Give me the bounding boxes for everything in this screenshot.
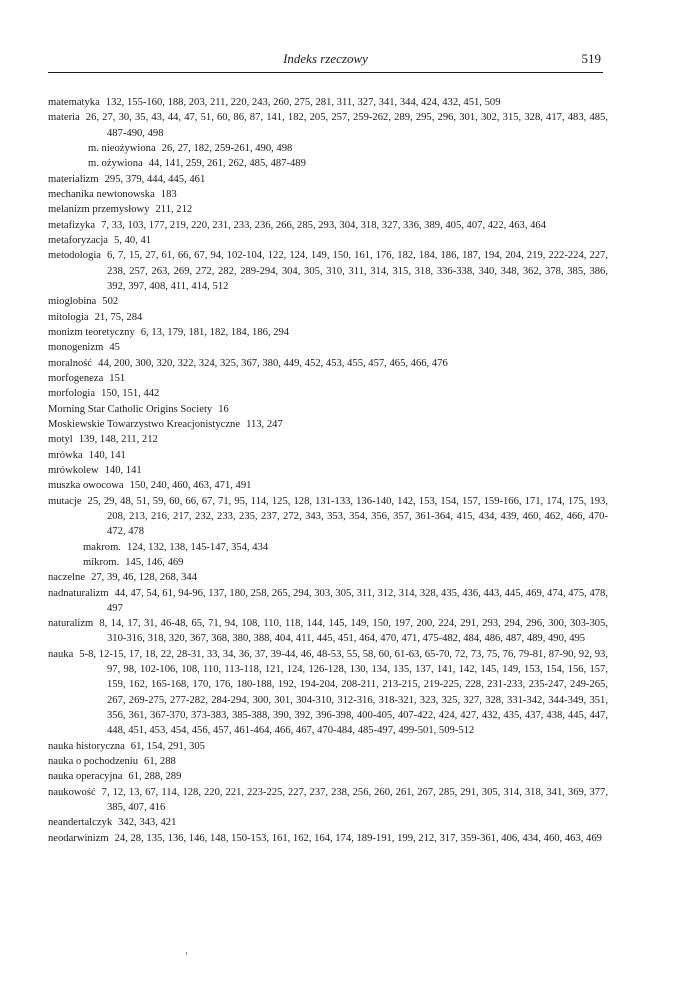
index-entry [48, 769, 608, 784]
index-term: materializm [48, 173, 99, 185]
index-entry [48, 586, 608, 617]
index-entry [48, 448, 608, 463]
index-entry [48, 570, 608, 585]
index-pages: 342, 343, 421 [118, 817, 177, 829]
index-term: melanizm przemysłowy [48, 204, 150, 216]
index-term: mitologia [48, 311, 89, 323]
index-term: morfologia [48, 388, 96, 400]
index-entry [48, 402, 608, 417]
index-pages: 124, 132, 138, 145-147, 354, 434 [126, 541, 269, 553]
index-term: motyl [48, 434, 73, 446]
index-entry [48, 815, 608, 830]
index-entry [48, 478, 608, 493]
index-pages: 6, 13, 179, 181, 182, 184, 186, 294 [140, 326, 290, 338]
index-entry [48, 233, 608, 248]
print-mark [186, 952, 187, 955]
index-pages: 26, 27, 30, 35, 43, 44, 47, 51, 60, 86, 87, 141, 182, 205, 257, 259-262, 289, 295, 296, 301, 302, 315, 328, 417, 483, 485, 487-490, 498 [85, 112, 608, 139]
index-pages: 183 [160, 188, 177, 200]
index-entry [48, 785, 608, 816]
index-term: m. ożywiona [88, 158, 143, 170]
index-entry [48, 202, 608, 217]
index-pages: 8, 14, 17, 31, 46-48, 65, 71, 94, 108, 110, 118, 144, 145, 149, 150, 197, 200, 224, 291, 293, 294, 296, 300, 303-305, 310-316, 318, 320, 367, 368, 380, 388, 404, 411, 445, 451, 464, 470, 471, 475-482, 484, 486, 487, 489, 490, 495 [99, 618, 608, 645]
index-entry [48, 371, 608, 386]
index-pages: 140, 141 [104, 464, 142, 476]
index-pages: 139, 148, 211, 212 [78, 434, 158, 446]
index-pages: 7, 12, 13, 67, 114, 128, 220, 221, 223-225, 227, 237, 238, 256, 260, 261, 267, 285, 291, 305, 314, 318, 341, 369, 377, 385, 407, 416 [101, 786, 608, 814]
index-pages: 44, 141, 259, 261, 262, 485, 487-489 [148, 158, 306, 170]
index-entry [48, 218, 608, 233]
index-pages: 27, 39, 46, 128, 268, 344 [91, 572, 197, 584]
index-pages: 113, 247 [246, 418, 283, 430]
index-term: mrówka [48, 449, 83, 461]
index-term: naturalizm [48, 618, 94, 630]
index-entry [48, 95, 608, 110]
index-pages: 150, 240, 460, 463, 471, 491 [129, 480, 252, 492]
index-entry [48, 248, 608, 294]
index-term: matematyka [48, 97, 100, 108]
index-term: moralność [48, 357, 93, 369]
index-pages: 21, 75, 284 [94, 311, 143, 323]
running-header [48, 48, 603, 73]
index-pages: 6, 7, 15, 27, 61, 66, 67, 94, 102-104, 122, 124, 149, 150, 161, 176, 182, 184, 186, 187, 194, 204, 219, 222-224, 227, 238, 257, 263, 269, 272, 282, 289-294, 304, 305, 310, 311, 314, 315, 318, 336-338, 340, 348, 362, 378, 385, 386, 392, 397, 408, 411, 414, 512 [106, 250, 608, 292]
index-pages: 24, 28, 135, 136, 146, 148, 150-153, 161, 162, 164, 174, 189-191, 199, 212, 317, 359-361, 406, 434, 460, 463, 469 [114, 832, 602, 844]
index-term: metaforyzacja [48, 234, 108, 246]
index-pages: 45 [109, 342, 120, 354]
index-entry [48, 540, 608, 555]
index-term: monizm teoretyczny [48, 326, 135, 338]
index-entry [48, 647, 608, 739]
index-term: nauka historyczna [48, 740, 125, 752]
index-entry [48, 187, 608, 202]
index-term: m. nieożywiona [88, 142, 156, 154]
index-term: metafizyka [48, 219, 96, 231]
index-pages: 61, 288, 289 [128, 771, 182, 783]
index-term: muszka owocowa [48, 480, 124, 492]
index-entry [48, 156, 608, 171]
index-entry [48, 616, 608, 647]
index-pages: 151 [109, 372, 126, 384]
index-term: nadnaturalizm [48, 587, 109, 599]
index-entry [48, 325, 608, 340]
index-pages: 295, 379, 444, 445, 461 [104, 173, 206, 185]
index-term: neodarwinizm [48, 832, 109, 844]
index-term: mutacje [48, 495, 82, 507]
index-term: mioglobina [48, 296, 97, 308]
index-pages: 502 [102, 296, 119, 308]
index-pages: 5-8, 12-15, 17, 18, 22, 28-31, 33, 34, 36, 37, 39-44, 46, 48-53, 55, 58, 60, 61-63, 65-70, 72, 73, 75, 76, 79-81, 87-90, 92, 93, 97, 98, 102-106, 108, 110, 113-118, 121, 124, 126-128, 130, 134, 135, 137, 141, 142, 145, 149, 153, 154, 156, 157, 159, 162, 165-168, 170, 176, 180-188, 192, 194-204, 208-211, 213-215, 219-225, 228, 231-233, 235-247, 249-265, 267, 269-275, 277-282, 284-294, 300, 301, 304-310, 312-316, 318-321, 323, 325, 327, 328, 331-342, 344-349, 351, 356, 361, 367-370, 373-383, 385-388, 390, 392, 396-398, 400-405, 407-422, 424, 427, 432, 435, 437, 438, 445, 447, 448, 451, 453, 454, 456, 457, 461-464, 466, 467, 470-484, 485-497, 499-501, 509-512 [79, 648, 608, 737]
index-pages: 145, 146, 469 [125, 556, 184, 568]
index-entry [48, 739, 608, 754]
index-pages: 132, 155-160, 188, 203, 211, 220, 243, 260, 275, 281, 311, 327, 341, 344, 424, 432, 451, 509 [105, 97, 501, 108]
index-term: materia [48, 112, 80, 124]
index-entry [48, 555, 608, 570]
index-pages: 26, 27, 182, 259-261, 490, 498 [161, 142, 293, 154]
index-term: monogenizm [48, 342, 104, 354]
header-title: Indeks rzeczowy [283, 51, 368, 66]
index-term: naukowość [48, 786, 96, 798]
index-entry [48, 356, 608, 371]
index-term: nauka o pochodzeniu [48, 756, 139, 768]
index-entry [48, 432, 608, 447]
index-entry [48, 110, 608, 141]
index-pages: 5, 40, 41 [114, 234, 152, 246]
index-term: neandertalczyk [48, 817, 113, 829]
index-pages: 25, 29, 48, 51, 59, 60, 66, 67, 71, 95, 114, 125, 128, 131-133, 136-140, 142, 153, 154, 157, 159-166, 171, 174, 175, 193, 208, 213, 216, 217, 232, 233, 235, 237, 272, 343, 353, 354, 356, 357, 361-364, 415, 434, 439, 460, 462, 466, 470-472, 478 [87, 495, 608, 538]
index-pages: 150, 151, 442 [101, 388, 160, 400]
index-entry [48, 340, 608, 355]
index-term: mikrom. [83, 556, 120, 568]
index-entry [48, 831, 608, 846]
page-number: 519 [581, 51, 601, 66]
index-entry [48, 463, 608, 478]
index-term: mrówkolew [48, 464, 99, 476]
index-pages: 7, 33, 103, 177, 219, 220, 231, 233, 236, 266, 285, 293, 304, 318, 327, 336, 389, 405, 407, 422, 463, 464 [101, 219, 546, 231]
index-pages: 140, 141 [88, 449, 126, 461]
index-entry [48, 754, 608, 769]
index-pages: 61, 154, 291, 305 [130, 740, 205, 752]
index-term: naczelne [48, 572, 86, 584]
index-pages: 211, 212 [155, 204, 193, 216]
index-entry [48, 494, 608, 540]
index-term: nauka [48, 648, 74, 660]
index-term: mechanika newtonowska [48, 188, 155, 200]
index-entry [48, 141, 608, 156]
index-entry [48, 417, 608, 432]
index-term: Morning Star Catholic Origins Society [48, 403, 213, 415]
index-pages: 16 [218, 403, 229, 415]
subject-index [48, 95, 608, 846]
index-entry [48, 172, 608, 187]
index-entry [48, 310, 608, 325]
index-term: metodologia [48, 250, 101, 262]
index-term: makrom. [83, 541, 121, 553]
index-pages: 44, 200, 300, 320, 322, 324, 325, 367, 380, 449, 452, 453, 455, 457, 465, 466, 476 [98, 357, 448, 369]
index-term: nauka operacyjna [48, 771, 123, 783]
index-term: Moskiewskie Towarzystwo Kreacjonistyczne [48, 418, 241, 430]
index-entry [48, 294, 608, 309]
index-term: morfogeneza [48, 372, 104, 384]
index-entry [48, 386, 608, 401]
index-pages: 61, 288 [144, 756, 176, 768]
index-pages: 44, 47, 54, 61, 94-96, 137, 180, 258, 265, 294, 303, 305, 311, 312, 314, 328, 435, 436, 443, 445, 469, 474, 475, 478, 497 [107, 587, 608, 614]
